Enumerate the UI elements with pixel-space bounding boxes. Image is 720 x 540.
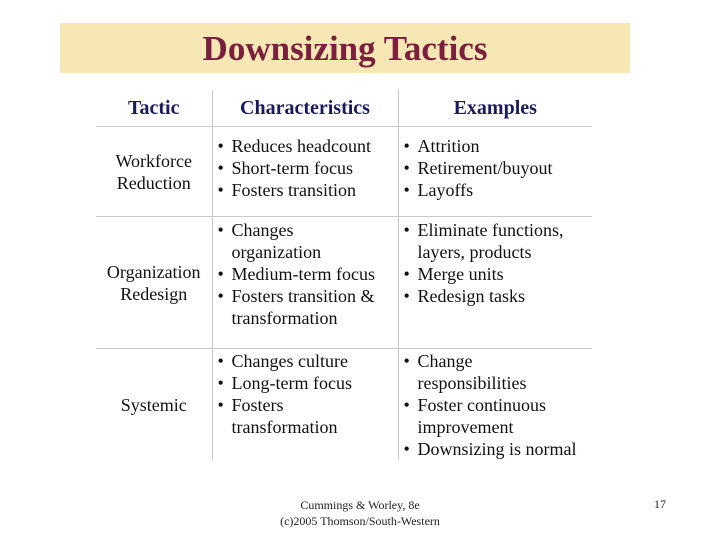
- example-item: • Redesign tasks: [399, 285, 593, 307]
- example-item: • Layoffs: [399, 179, 593, 201]
- tactic-cell: [96, 127, 212, 217]
- page-number: 17: [654, 497, 666, 511]
- example-item: • Downsizing is normal: [399, 438, 593, 460]
- example-item: • Attrition: [399, 135, 593, 157]
- examples-cell: [398, 127, 592, 217]
- table-row: [96, 217, 592, 349]
- characteristics-cell: [212, 349, 398, 461]
- characteristic-item: • Reduces headcount: [213, 135, 398, 157]
- characteristics-cell: [212, 127, 398, 217]
- header-examples: Examples: [398, 90, 592, 127]
- characteristic-item: • Changes culture: [213, 350, 398, 372]
- footer-credit-line: Cummings & Worley, 8e: [300, 498, 420, 512]
- footer-copyright-line: (c)2005 Thomson/South-Western: [280, 514, 440, 528]
- slide-footer: [270, 497, 450, 529]
- slide-title: Downsizing Tactics: [202, 29, 488, 68]
- tactic-name-line: Redesign: [120, 283, 188, 304]
- table-header-row: [96, 90, 592, 127]
- characteristic-item: • Fosters transition: [213, 179, 398, 201]
- tactic-cell: [96, 349, 212, 461]
- example-item: • Merge units: [399, 263, 593, 285]
- characteristic-item: • Short-term focus: [213, 157, 398, 179]
- characteristic-item: • Changes organization: [213, 219, 398, 263]
- example-item: • Change responsibilities: [399, 350, 593, 394]
- characteristics-cell: [212, 217, 398, 349]
- examples-cell: [398, 217, 592, 349]
- examples-cell: [398, 349, 592, 461]
- table-row: [96, 349, 592, 461]
- characteristic-item: • Long-term focus: [213, 372, 398, 394]
- example-item: • Retirement/buyout: [399, 157, 593, 179]
- header-tactic: Tactic: [96, 90, 212, 127]
- tactic-name-line: Systemic: [120, 394, 187, 415]
- tactic-name-line: Workforce: [115, 150, 192, 171]
- characteristic-item: • Medium-term focus: [213, 263, 398, 285]
- tactic-name-line: Reduction: [116, 172, 191, 193]
- tactics-table: [96, 90, 592, 460]
- characteristic-item: • Fosters transition & transformation: [213, 285, 398, 329]
- table-row: [96, 127, 592, 217]
- header-characteristics: Characteristics: [212, 90, 398, 127]
- example-item: • Foster continuous improvement: [399, 394, 593, 438]
- tactic-name-line: Organization: [106, 261, 201, 282]
- tactic-cell: [96, 217, 212, 349]
- characteristic-item: • Fosters transformation: [213, 394, 398, 438]
- example-item: • Eliminate functions, layers, products: [399, 219, 593, 263]
